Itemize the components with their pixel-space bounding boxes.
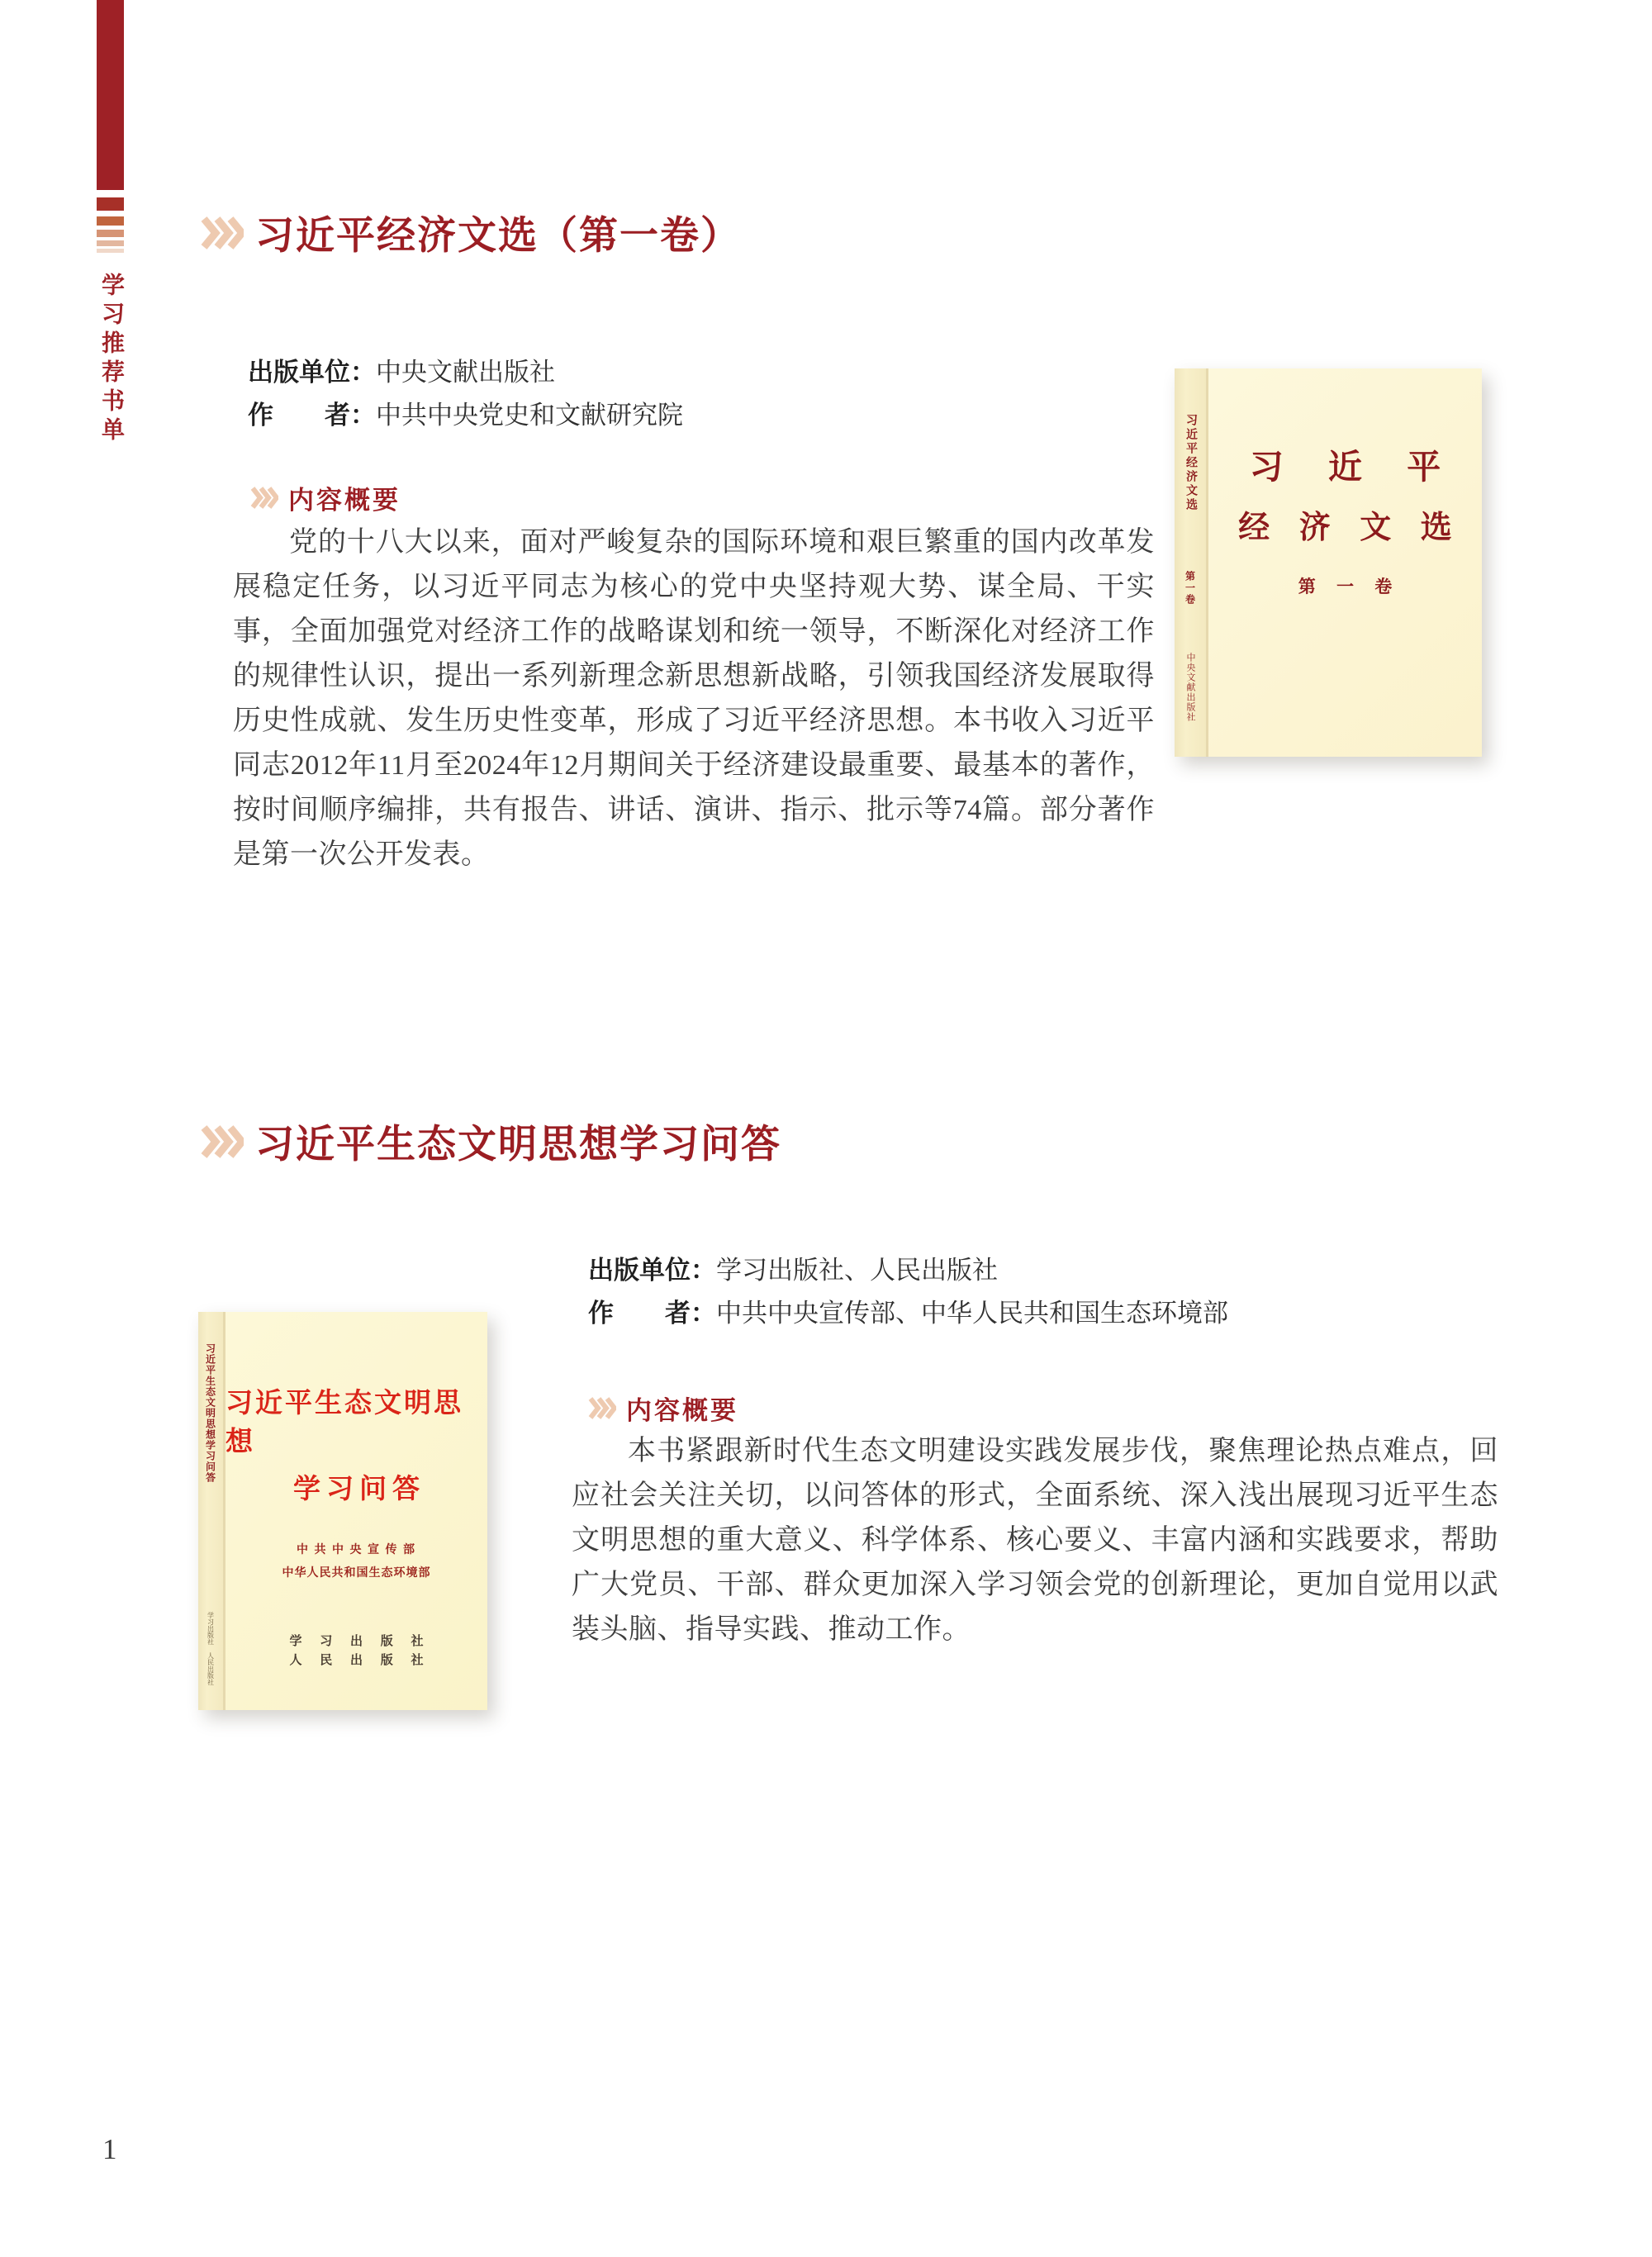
cover-title-line2: 经 济 文 选 [1238,511,1463,545]
book-spine [1175,368,1208,757]
spine-volume: 第一卷 [1184,571,1196,606]
author-label: 作 者： [588,1299,716,1328]
ribbon-bar [97,240,124,246]
summary-heading [588,1390,738,1427]
author-row [248,394,683,437]
cover-publisher-line1: 学 习 出 版 社 [289,1635,431,1648]
author-value: 中共中央宣传部、中华人民共和国生态环境部 [716,1299,1228,1328]
publisher-label: 出版单位： [588,1256,716,1285]
triple-chevron-icon [250,487,278,509]
book-cover-economic-anthology [1175,368,1482,757]
book-spine [198,1312,225,1710]
publisher-value: 中央文献出版社 [376,358,555,387]
cover-org-line1: 中 共 中 央 宣 传 部 [297,1544,416,1556]
cover-title-line1: 习近平生态文明思想 [225,1389,463,1457]
triple-chevron-icon [588,1397,616,1419]
publisher-row [588,1249,1228,1292]
author-label: 作 者： [248,401,376,430]
cover-publisher-line2: 人 民 出 版 社 [289,1654,431,1667]
cover-org-line2: 中华人民共和国生态环境部 [282,1567,431,1580]
book-front-cover [225,1312,487,1710]
publisher-label: 出版单位： [248,358,376,387]
spine-title: 习近平生态文明思想学习问答 [204,1343,216,1483]
summary-heading [250,479,401,516]
publisher-value: 学习出版社、人民出版社 [716,1256,998,1285]
summary-paragraph: 本书紧跟新时代生态文明建设实践发展步伐，聚焦理论热点难点，回应社会关注关切，以问答体的形式，全面系统、深入浅出展现习近平生态文明思想的重大意义、科学体系、核心要义、丰富内涵和实践要求，帮助广大党员、干部、群众更加深入学习领会党的创新理论，更加自觉用以武装头脑、指导实践、推动工作。 [572,1436,1498,1645]
cover-volume: 第 一 卷 [1298,577,1401,596]
book-info-block [248,351,683,437]
section-title-text: 习近平经济文选（第一卷） [255,215,741,258]
book-info-block [588,1249,1228,1335]
triple-chevron-icon [201,1125,244,1158]
ribbon-bar [97,216,124,226]
page-number: 1 [102,2133,117,2165]
summary-heading-text: 内容概要 [288,486,401,515]
ribbon-bar [97,0,124,190]
book-front-cover [1208,368,1482,757]
cover-title-line2: 学习问答 [293,1475,425,1504]
ribbon-bar [97,230,124,237]
publisher-row [248,351,683,394]
spine-title: 习近平经济文选 [1184,414,1197,512]
author-row [588,1292,1228,1335]
spine-publisher: 学习出版社 人民出版社 [206,1612,215,1685]
section-title-economic-anthology [201,205,741,260]
triple-chevron-icon [201,216,244,249]
cover-title-line1: 习 近 平 [1249,448,1460,486]
cover-publishers [225,1632,487,1670]
summary-paragraph: 党的十八大以来，面对严峻复杂的国际环境和艰巨繁重的国内改革发展稳定任务，以习近平同志为核心的党中央坚持观大势、谋全局、干实事，全面加强党对经济工作的战略谋划和统一领导，不断深化对经济工作的规律性认识，提出一系列新理念新思想新战略，引领我国经济发展取得历史性成就、发生历史性变革，形成了习近平经济思想。本书收入习近平同志2012年11月至2024年12月期间关于经济建设最重要、最基本的著作，按时间顺序编排，共有报告、讲话、演讲、指示、批示等74篇。部分著作是第一次公开发表。 [233,527,1155,870]
book-cover-eco-civilization-qa [198,1312,487,1710]
author-value: 中共中央党史和文献研究院 [376,401,683,430]
sidebar-vertical-label: 学习推荐书单 [98,273,124,446]
section-title-text: 习近平生态文明思想学习问答 [255,1124,781,1167]
spine-publisher: 中央文献出版社 [1185,653,1195,722]
ribbon-bar [97,249,124,253]
summary-heading-text: 内容概要 [626,1396,738,1425]
ribbon-bar [97,197,124,211]
section-title-eco-civilization-qa [201,1114,781,1169]
